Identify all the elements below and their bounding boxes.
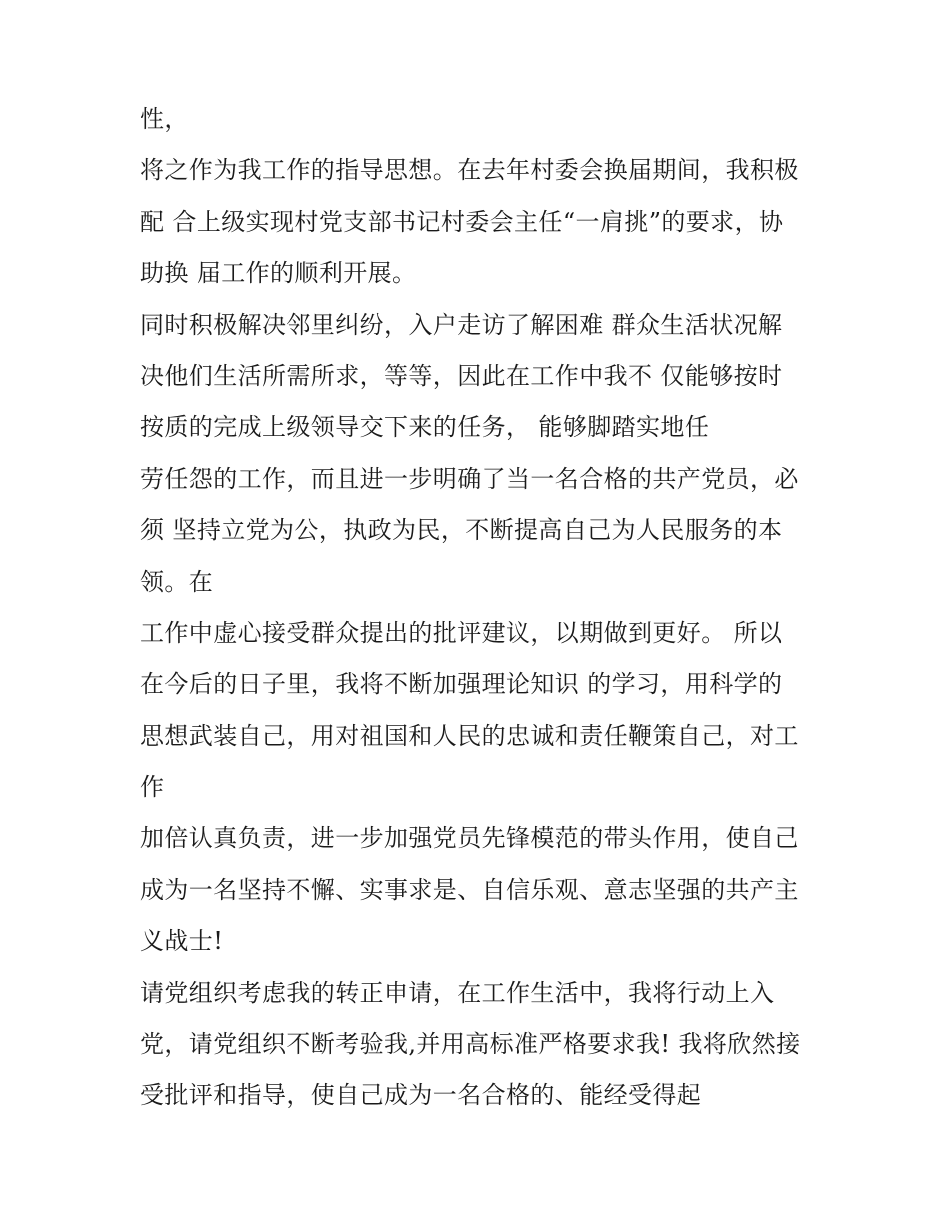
text-line: 义战士! <box>140 927 224 956</box>
text-line: 须 坚持立党为公，执政为民，不断提高自己为人民服务的本 <box>140 516 783 545</box>
text-line: 按质的完成上级领导交下来的任务， 能够脚踏实地任 <box>140 413 710 442</box>
text-line: 领。在 <box>140 567 214 596</box>
body-text <box>140 104 820 1132</box>
text-line: 思想武装自己，用对祖国和人民的忠诚和责任鞭策自己，对工 <box>140 721 799 750</box>
text-line: 成为一名坚持不懈、实事求是、自信乐观、意志坚强的共产主 <box>140 875 799 904</box>
text-line: 受批评和指导，使自己成为一名合格的、能经受得起 <box>140 1081 702 1110</box>
text-line: 将之作为我工作的指导思想。在去年村委会换届期间，我积极 <box>140 156 799 185</box>
text-line: 在今后的日子里，我将不断加强理论知识 的学习，用科学的 <box>140 670 783 699</box>
text-line: 配 合上级实现村党支部书记村委会主任“一肩挑”的要求，协 <box>140 207 784 236</box>
text-line: 请党组织考虑我的转正申请，在工作生活中，我将行动上入 <box>140 978 775 1007</box>
text-line: 劳任怨的工作，而且进一步明确了当一名合格的共产党员，必 <box>140 464 799 493</box>
text-line: 党，请党组织不断考验我,并用高标准严格要求我! 我将欣然接 <box>140 1030 801 1059</box>
text-line: 助换 届工作的顺利开展。 <box>140 259 417 288</box>
text-line: 性， <box>140 105 189 133</box>
text-line: 同时积极解决邻里纠纷，入户走访了解困难 群众生活状况解 <box>140 310 783 339</box>
text-line: 决他们生活所需所求，等等，因此在工作中我不 仅能够按时 <box>140 361 783 390</box>
text-line: 工作中虚心接受群众提出的批评建议，以期做到更好。 所以 <box>140 618 783 647</box>
text-line: 加倍认真负责，进一步加强党员先锋模范的带头作用，使自己 <box>140 824 799 853</box>
text-line: 作 <box>140 773 165 802</box>
